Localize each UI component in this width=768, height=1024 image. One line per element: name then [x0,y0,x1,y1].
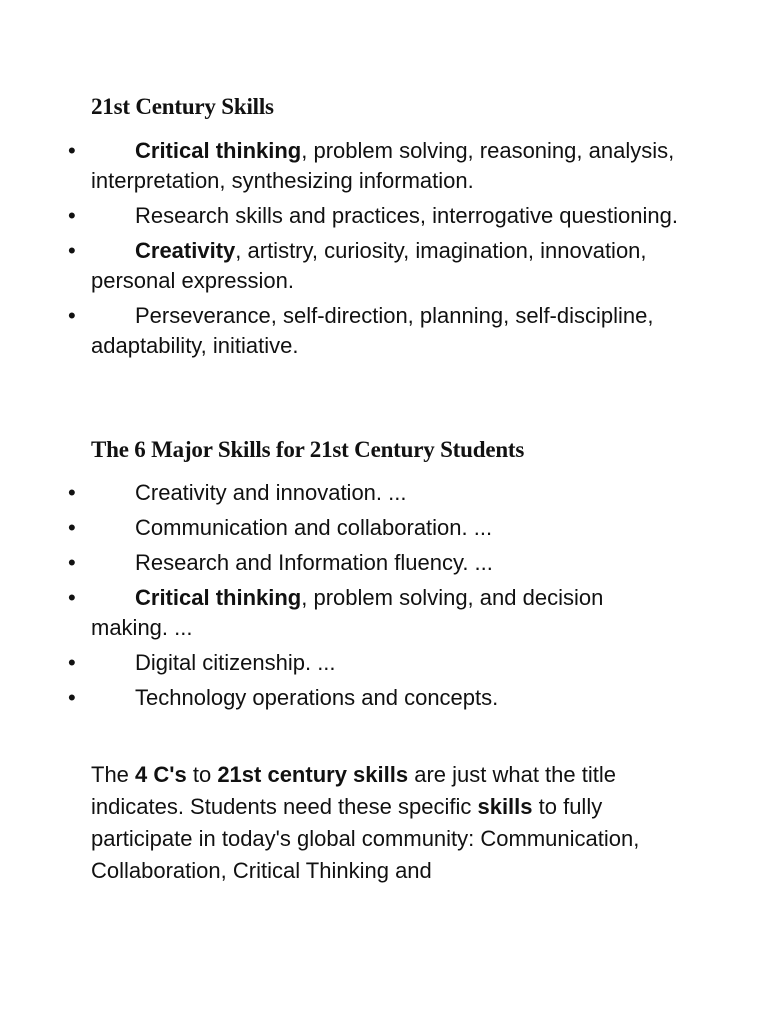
list-item [0,513,768,543]
four-cs-paragraph [91,759,681,887]
bullet-icon: • [68,480,76,505]
item-rest: Research skills and practices, interrogative questioning. [135,203,678,228]
skills-list [0,136,768,361]
item-rest: Perseverance, self-direction, planning, self-discipline, adaptability, initiative. [91,303,654,358]
list-item [0,548,768,578]
bullet-icon: • [68,203,76,228]
item-rest: , artistry, curiosity, imagination, innovation, personal expression. [91,238,647,293]
list-item-text [0,513,768,543]
bold-term: Critical thinking [135,585,302,610]
bullet-icon: • [68,138,76,163]
bullet-icon: • [68,585,76,610]
item-rest: Digital citizenship. ... [135,650,336,675]
bullet-icon: • [68,550,76,575]
list-item [0,648,768,678]
list-item-text [0,683,768,713]
bold-term: 4 C's [135,762,187,787]
bold-term: Critical thinking [135,138,302,163]
list-item [0,201,768,231]
list-item-text [0,548,768,578]
heading-6-major-skills: The 6 Major Skills for 21st Century Students [91,437,525,462]
item-rest: Communication and collaboration. ... [135,515,493,540]
heading-21st-century-skills: 21st Century Skills [91,94,274,119]
list-item [0,301,768,361]
bold-term: Creativity [135,238,236,263]
bold-term: skills [477,794,533,819]
bullet-icon: • [68,685,76,710]
bullet-icon: • [68,303,76,328]
item-rest: Research and Information fluency. ... [135,550,493,575]
para-text: are just what the title indicates. Students need these specific [91,762,616,819]
list-item-text [0,583,768,643]
item-rest: , problem solving, reasoning, analysis, interpretation, synthesizing information. [91,138,675,193]
list-item-text [0,236,768,296]
list-item [0,136,768,196]
para-text: The [91,762,136,787]
bold-term: 21st century skills [217,762,409,787]
list-item-text [0,478,768,508]
para-text: to [186,762,218,787]
list-item-text [0,201,768,231]
item-rest: , problem solving, and decision making. ... [91,585,604,640]
item-rest: Technology operations and concepts. [135,685,499,710]
item-rest: Creativity and innovation. ... [135,480,407,505]
bullet-icon: • [68,515,76,540]
list-item-text [0,136,768,196]
list-item [0,683,768,713]
major-skills-list [0,478,768,713]
list-item-text [0,648,768,678]
list-item [0,583,768,643]
list-item [0,236,768,296]
bullet-icon: • [68,650,76,675]
list-item-text [0,301,768,361]
list-item [0,478,768,508]
para-text: to fully participate in today's global community: Communication, Collaboration, Critical Thinking and [91,794,640,883]
bullet-icon: • [68,238,76,263]
